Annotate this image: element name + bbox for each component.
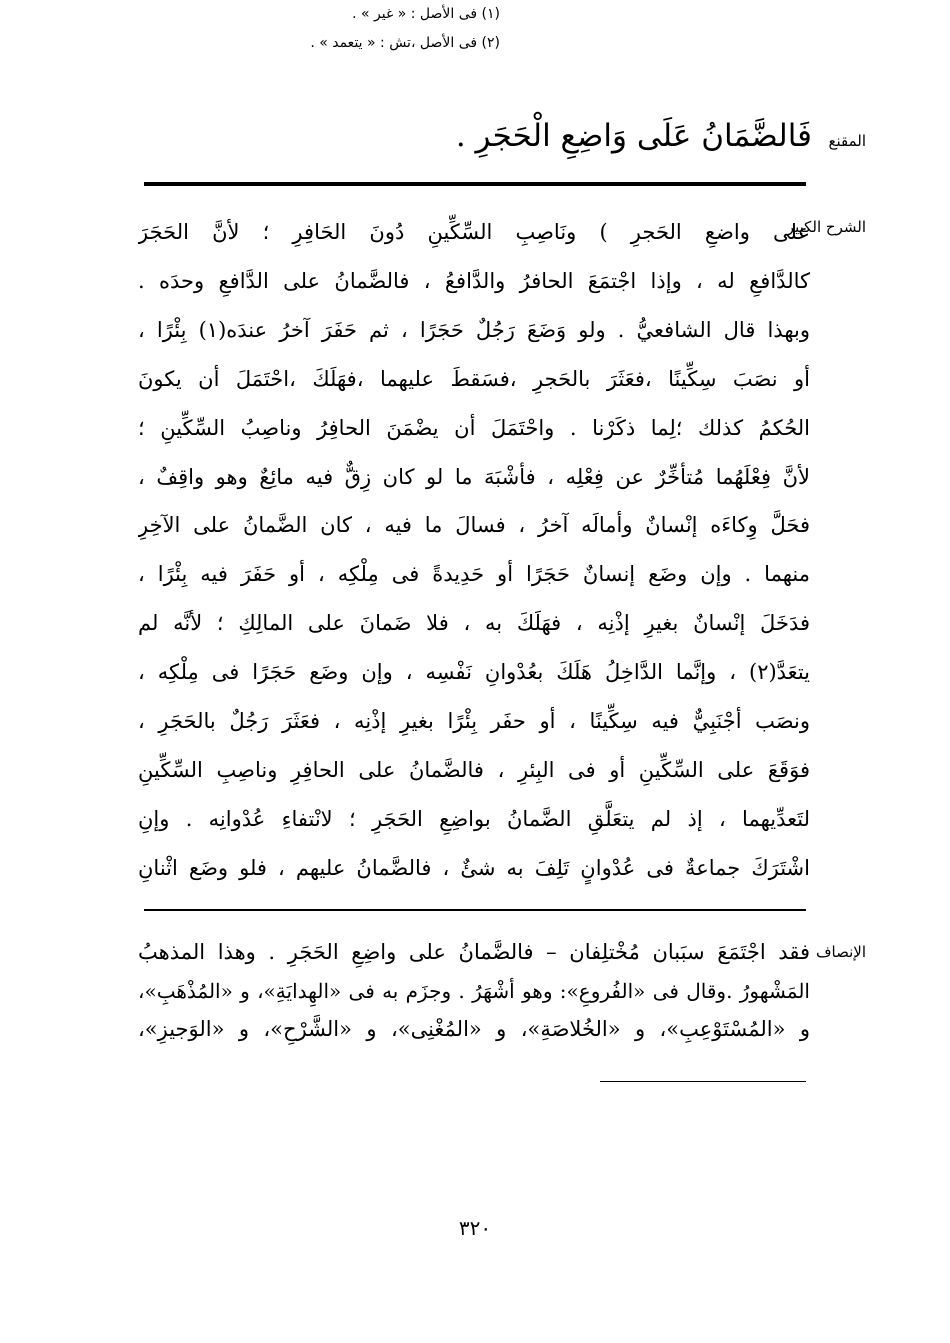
insaf-line: و «المُسْتَوْعِبِ»، و «الخُلاصَةِ»، و «المُغْنِى»، و «الشَّرْحِ»، و «الوَجيزِ»،: [138, 1017, 810, 1041]
insaf-text-block: [138, 933, 810, 1049]
sharh-line: فوَقَعَ على السِّكِّينِ أو فى البِئرِ ، فالضَّمانُ على الحافِرِ وناصِبِ السِّكِّينِ: [138, 757, 810, 782]
sharh-line: فحَلَّ وِكاءَه إنْسانٌ وأمالَه آخرُ ، فسالَ ما فيه ، كان الضَّمانُ على الآخِرِ: [138, 513, 810, 538]
footnote-rule: [600, 1081, 806, 1082]
sharh-line: على واضعِ الحَجرِ ) ونَاصِبِ السِّكِّينِ دُونَ الحَافِرِ ؛ لأنَّ الحَجَرَ: [138, 220, 810, 244]
footnote: (٢) فى الأصل ،تش : « يتعمد » .: [310, 35, 500, 51]
sharh-line: لتَعدِّيهما ، إذ لم يتعَلَّقِ الضَّمانُ بواضِعِ الحَجَرِ ؛ لانْتفاءِ عُدْوانِه . وإنِ: [138, 806, 810, 831]
muqni-label: المقنع: [828, 132, 866, 150]
sharh-text-block: [138, 208, 810, 893]
sharh-line: كالدَّافعِ له ، وإذا اجْتمَعَ الحافرُ والدَّافعُ ، فالضَّمانُ على الدَّافعِ وحدَه .: [138, 268, 810, 293]
sharh-line: لأنَّ فِعْلَهُما مُتأخِّرٌ عن فِعْلِه ، فأشْبَهَ ما لو كان زِقٌّ فيه مائِعٌ وهو واقِفٌ ،: [138, 464, 810, 489]
footnote: (١) فى الأصل : « غير » .: [352, 6, 500, 22]
insaf-line: المَشْهورُ .وقال فى «الفُروعِ»: وهو أشْهَرُ . وجزَم به فى «الهِدايَةِ»، و «المُذْهَبِ»،: [138, 978, 810, 1003]
footnotes: [0, 0, 500, 58]
sharh-line: أو نصَبَ سِكِّينًا ،فعَثَرَ بالحَجرِ ،فسَقطَ عليهما ،فهَلَكَ ،احْتَمَلَ أن يكونَ: [138, 366, 810, 391]
sharh-line: يتعَدَّ(٢) ، وإنَّما الدَّاخِلُ هَلَكَ بعُدْوانِ نَفْسِه ، وإن وضَع حَجَرًا فى مِلْكِه ،: [138, 660, 810, 685]
sharh-line: ونصَب أجْنَبِيٌّ فيه سِكِّينًا ، أو حفَر بِئْرًا بغيرِ إذْنِه ، فعَثَرَ رَجُلٌ بالحَجَرِ ،: [138, 709, 810, 734]
sharh-line: الحُكمُ كذلك ؛لِما ذكَرْنا . واحْتَمَلَ أن يضْمَنَ الحافِرُ وناصِبُ السِّكِّينِ ؛: [138, 415, 810, 440]
sharh-line: منهما . وإن وضَع إنسانٌ حَجَرًا أو حَدِيدةً فى مِلْكِه ، أو حَفَرَ فيه بِئْرًا ،: [138, 562, 810, 587]
sharh-label: الشرح الكبير: [786, 218, 866, 236]
muqni-text: فَالضَّمَانُ عَلَى وَاضِعِ الْحَجَرِ .: [455, 118, 812, 154]
insaf-label: الإنصاف: [815, 943, 866, 961]
sharh-line: اشْتَرَكَ جماعةٌ فى عُدْوانٍ تَلِفَ به شئٌ ، فالضَّمانُ عليهم ، فلو وضَع اثْنانِ: [138, 855, 810, 880]
sharh-line: فدَخَلَ إنْسانٌ بغيرِ إذْنِه ، فهَلَكَ به ، فلا ضَمانَ على المالِكِ ؛ لأنَّه لم: [138, 611, 810, 636]
header-rule: [144, 182, 806, 186]
insaf-line: فقد اجْتَمَعَ سبَبان مُخْتلِفان – فالضَّمانُ على واضِعِ الحَجَرِ . وهذا المذهبُ: [138, 940, 810, 964]
sharh-line: وبهذا قال الشافعيُّ . ولو وَضَعَ رَجُلٌ حَجَرًا ، ثم حَفَرَ آخرُ عندَه(١) بِئْرًا ،: [138, 317, 810, 342]
section-divider: [144, 909, 806, 911]
page-number: ٣٢٠: [458, 1216, 492, 1240]
